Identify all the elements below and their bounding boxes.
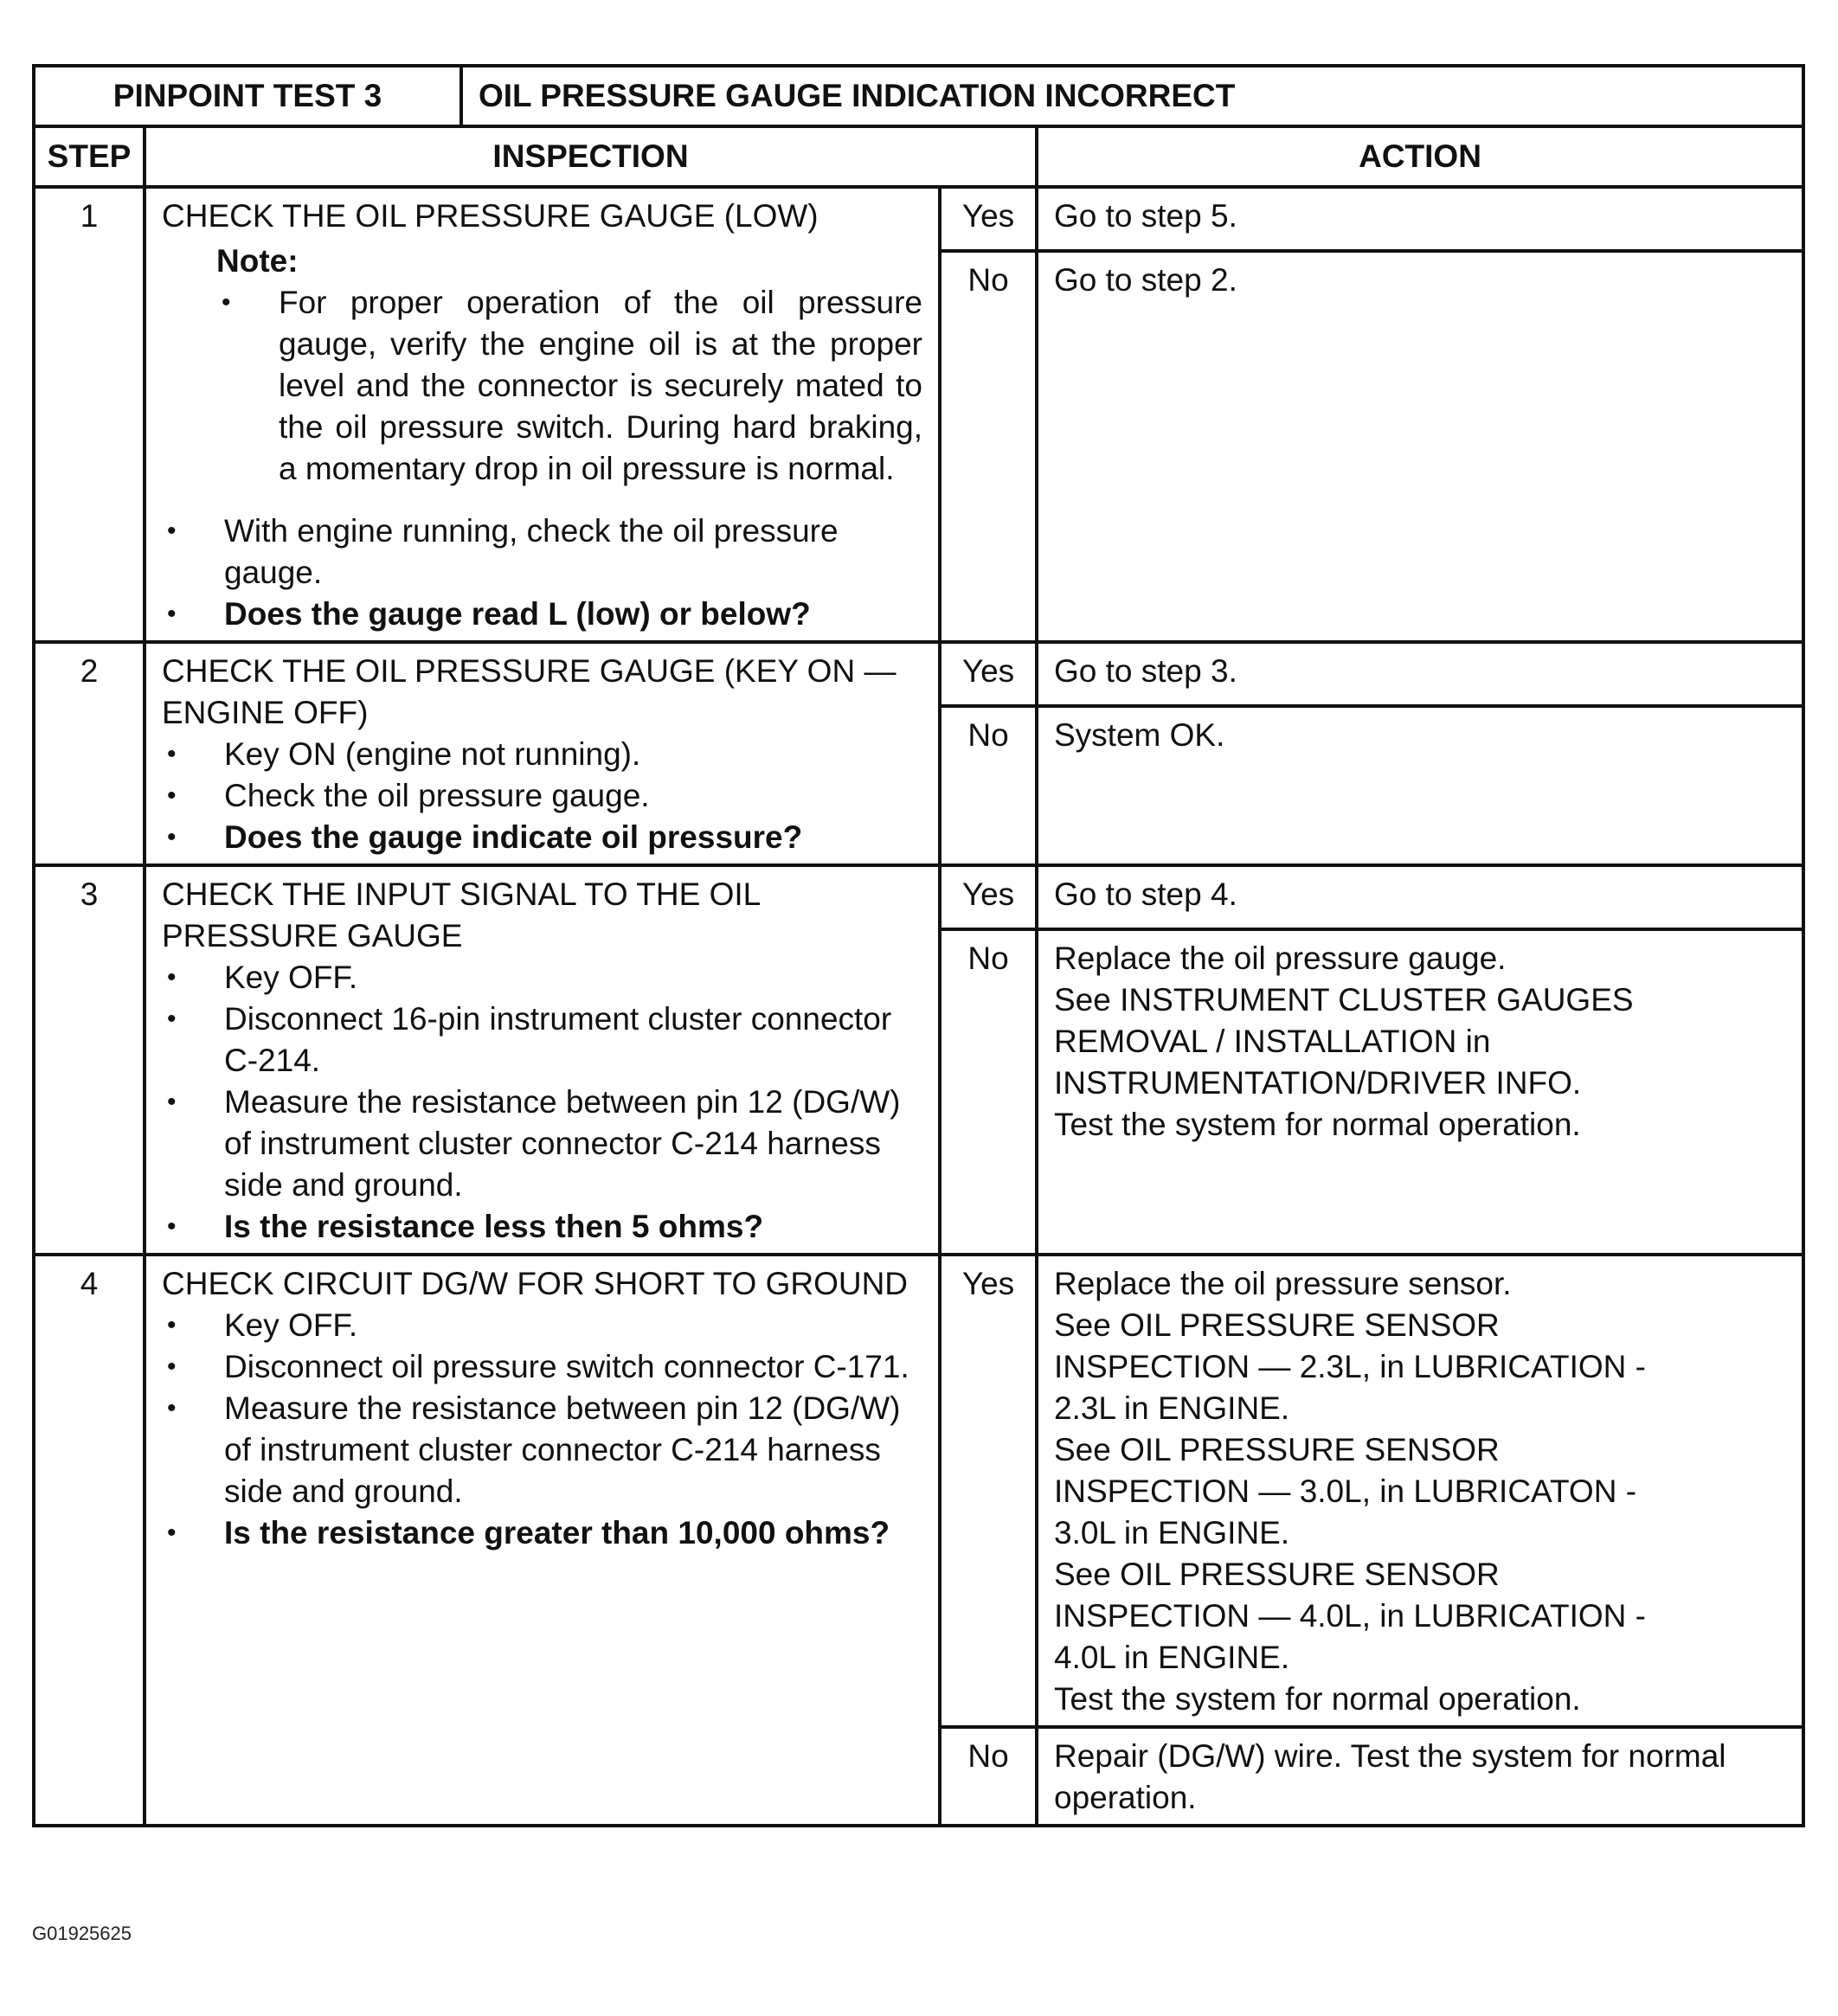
no-action: Repair (DG/W) wire. Test the system for normal operation. [1037, 1727, 1803, 1826]
bullet-item [162, 998, 922, 1082]
bullet-icon: • [167, 517, 177, 545]
step-inspection [145, 642, 940, 865]
action-line: Replace the oil pressure sensor. [1054, 1266, 1512, 1301]
step-title: CHECK CIRCUIT DG/W FOR SHORT TO GROUND [162, 1266, 909, 1301]
action-line: INSTRUMENTATION/DRIVER INFO. [1054, 1065, 1582, 1101]
bullet-item-question [162, 1206, 922, 1248]
action-line: REMOVAL / INSTALLATION in [1054, 1024, 1491, 1059]
bullet-item-question [162, 594, 922, 635]
column-header-inspection: INSPECTION [145, 126, 1037, 187]
step-inspection [145, 187, 940, 642]
column-header-row [34, 126, 1803, 187]
question-text: Does the gauge read L (low) or below? [224, 596, 811, 632]
yes-label: Yes [940, 187, 1037, 251]
action-line: See INSTRUMENT CLUSTER GAUGES [1054, 982, 1634, 1018]
note-item [162, 282, 922, 490]
yes-action: Go to step 3. [1037, 642, 1803, 706]
action-line: 4.0L in ENGINE. [1054, 1640, 1290, 1675]
step-number: 4 [34, 1255, 145, 1826]
bullet-item [162, 734, 922, 775]
action-line: 2.3L in ENGINE. [1054, 1390, 1290, 1426]
bullet-text: Key ON (engine not running). [224, 736, 641, 772]
test-label: PINPOINT TEST 3 [34, 66, 461, 126]
title-row [34, 66, 1803, 126]
bullet-text: Disconnect 16-pin instrument cluster connector C-214. [224, 1001, 892, 1078]
no-action: System OK. [1037, 706, 1803, 865]
step-3-row-yes [34, 865, 1803, 929]
yes-action: Go to step 5. [1037, 187, 1803, 251]
question-text: Does the gauge indicate oil pressure? [224, 819, 803, 855]
step-4-row-yes [34, 1255, 1803, 1727]
figure-id: G01925625 [32, 1923, 132, 1944]
bullet-text: Key OFF. [224, 1307, 358, 1343]
bullet-text: Measure the resistance between pin 12 (DG/W) of instrument cluster connector C-214 harness side and ground. [224, 1084, 901, 1203]
bullet-icon: • [167, 963, 177, 992]
step-number: 1 [34, 187, 145, 642]
step-title: CHECK THE OIL PRESSURE GAUGE (KEY ON — ENGINE OFF) [162, 653, 897, 730]
step-1-row-yes [34, 187, 1803, 251]
yes-action: Go to step 4. [1037, 865, 1803, 929]
note-text: For proper operation of the oil pressure gauge, verify the engine oil is at the proper level and the connector is securely mated to the oil pressure switch. During hard braking, a momentary drop in oil pressure is normal. [279, 285, 922, 486]
no-label: No [940, 251, 1037, 642]
no-label: No [940, 1727, 1037, 1826]
pinpoint-test-document [32, 64, 1802, 1827]
step-title: CHECK THE INPUT SIGNAL TO THE OIL PRESSURE GAUGE [162, 876, 760, 953]
column-header-action: ACTION [1037, 126, 1803, 187]
bullet-icon: • [167, 1311, 177, 1339]
bullet-item [162, 1346, 922, 1388]
bullet-item [162, 957, 922, 998]
step-title: CHECK THE OIL PRESSURE GAUGE (LOW) [162, 198, 819, 234]
question-text: Is the resistance greater than 10,000 ohms? [224, 1515, 890, 1551]
action-line: 3.0L in ENGINE. [1054, 1515, 1290, 1551]
action-line: INSPECTION — 3.0L, in LUBRICATON - [1054, 1473, 1637, 1509]
bullet-text: With engine running, check the oil pressure gauge. [224, 513, 839, 590]
no-action: Go to step 2. [1037, 251, 1803, 642]
bullet-icon: • [167, 1088, 177, 1116]
no-action [1037, 929, 1803, 1255]
bullet-text: Measure the resistance between pin 12 (DG/W) of instrument cluster connector C-214 harness side and ground. [224, 1390, 901, 1509]
question-text: Is the resistance less then 5 ohms? [224, 1209, 764, 1244]
yes-label: Yes [940, 642, 1037, 706]
bullet-item-question [162, 817, 922, 858]
step-inspection [145, 1255, 940, 1826]
bullet-text: Disconnect oil pressure switch connector C-171. [224, 1349, 909, 1384]
no-label: No [940, 706, 1037, 865]
yes-label: Yes [940, 865, 1037, 929]
bullet-item [162, 1082, 922, 1206]
bullet-text: Check the oil pressure gauge. [224, 778, 650, 813]
bullet-icon: • [167, 781, 177, 810]
note-title: Note: [216, 243, 299, 279]
yes-label: Yes [940, 1255, 1037, 1727]
bullet-item-question [162, 1512, 922, 1554]
pinpoint-test-table [32, 64, 1805, 1827]
step-number: 3 [34, 865, 145, 1255]
yes-action [1037, 1255, 1803, 1727]
action-line: See OIL PRESSURE SENSOR [1054, 1432, 1500, 1467]
test-title: OIL PRESSURE GAUGE INDICATION INCORRECT [461, 66, 1803, 126]
bullet-icon: • [167, 600, 177, 628]
bullet-icon: • [167, 1352, 177, 1381]
bullet-item [162, 510, 922, 594]
action-line: INSPECTION — 2.3L, in LUBRICATION - [1054, 1349, 1646, 1384]
bullet-icon: • [167, 740, 177, 768]
bullet-item [162, 1388, 922, 1512]
bullet-item [162, 775, 922, 817]
bullet-item [162, 1305, 922, 1346]
bullet-icon: • [167, 1005, 177, 1033]
bullet-icon: • [167, 1394, 177, 1422]
bullet-icon: • [167, 1212, 177, 1241]
action-line: INSPECTION — 4.0L, in LUBRICATION - [1054, 1598, 1646, 1634]
bullet-icon: • [222, 288, 231, 317]
no-label: No [940, 929, 1037, 1255]
column-header-step: STEP [34, 126, 145, 187]
action-line: See OIL PRESSURE SENSOR [1054, 1557, 1500, 1592]
bullet-icon: • [167, 823, 177, 851]
action-line: Replace the oil pressure gauge. [1054, 941, 1507, 976]
step-inspection [145, 865, 940, 1255]
bullet-icon: • [167, 1518, 177, 1547]
action-line: Test the system for normal operation. [1054, 1681, 1581, 1717]
action-line: Test the system for normal operation. [1054, 1107, 1581, 1142]
step-number: 2 [34, 642, 145, 865]
step-2-row-yes [34, 642, 1803, 706]
bullet-text: Key OFF. [224, 960, 358, 995]
action-line: See OIL PRESSURE SENSOR [1054, 1307, 1500, 1343]
